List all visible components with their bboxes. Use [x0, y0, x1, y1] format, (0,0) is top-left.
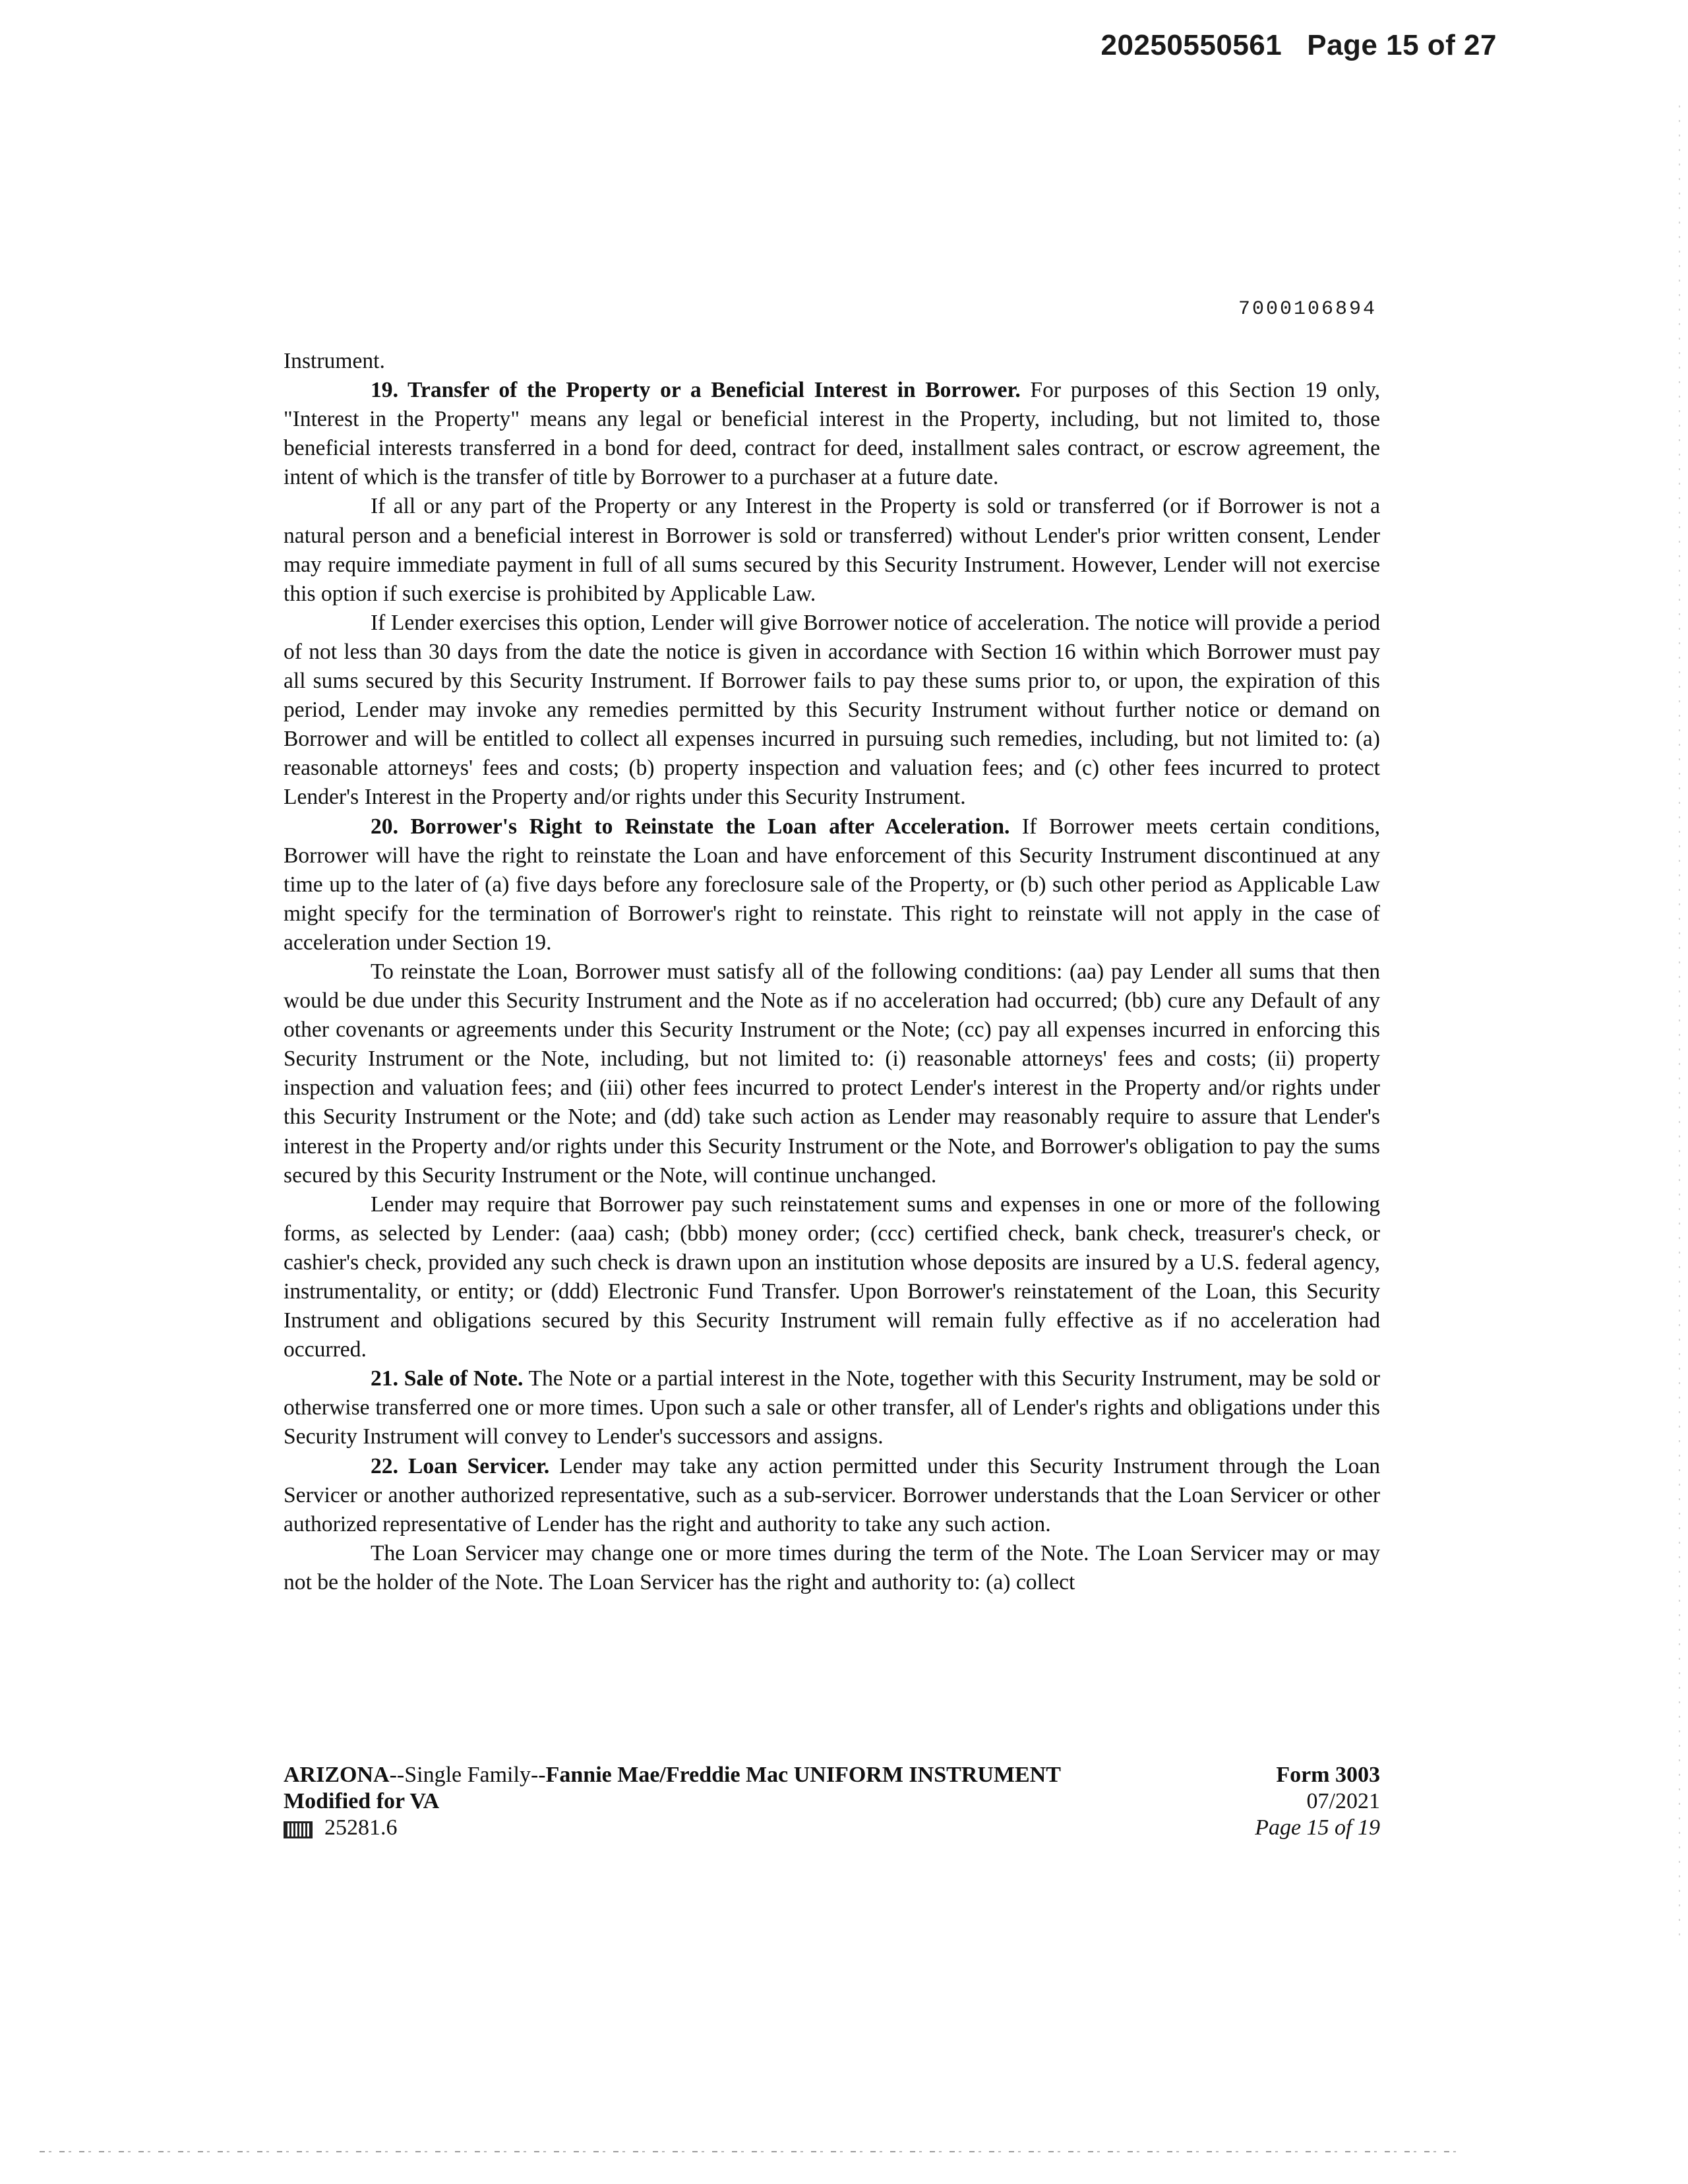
section-19-paragraph-1 [284, 376, 1380, 492]
section-20-paragraph-1 [284, 812, 1380, 957]
ellie-mae-logo-icon [284, 1821, 313, 1838]
section-20-text-1: If Borrower meets certain conditions, Borrower will have the right to reinstate the Loan and have enforcement of this Security Instrument discontinued at any time up to the later of (a) five days before any foreclosure sale of the Property, or (b) such other period as Applicable Law might specify for the termination of Borrower's right to reinstate. This right to reinstate will not apply in the case of acceleration under Section 19. [284, 814, 1380, 955]
form-footer-right [1255, 1762, 1380, 1841]
form-page: Page 15 of 19 [1255, 1815, 1380, 1840]
form-state: ARIZONA [284, 1763, 390, 1787]
document-body [284, 347, 1380, 1597]
form-separator: --Single Family-- [389, 1763, 546, 1787]
form-name: Fannie Mae/Freddie Mac UNIFORM INSTRUMENT [545, 1763, 1061, 1787]
form-modified: Modified for VA [284, 1789, 440, 1813]
continued-text: Instrument. [284, 349, 385, 373]
loan-number: 7000106894 [1238, 298, 1377, 320]
section-22-title: 22. Loan Servicer. [371, 1453, 550, 1478]
recording-number: 20250550561 [1100, 29, 1282, 61]
form-number: Form 3003 [1276, 1763, 1380, 1787]
section-22-text-1: Lender may take any action permitted under this Security Instrument through the Loan Servicer or another authorized representative, such as a sub-servicer. Borrower understands that the Loan Servicer or other authorized representative of Lender has the right and authority to take any such action. [284, 1453, 1380, 1536]
recording-page-label: Page 15 of 27 [1307, 29, 1497, 61]
section-21-title: 21. Sale of Note. [371, 1366, 524, 1391]
section-22-paragraph-1 [284, 1452, 1380, 1539]
section-19-title: 19. Transfer of the Property or a Beneficial Interest in Borrower. [371, 378, 1021, 403]
section-20-paragraph-3: Lender may require that Borrower pay such reinstatement sums and expenses in one or more of the following forms, as selected by Lender: (aaa) cash; (bbb) money order; (ccc) certified check, bank check, treasurer's check, or cashier's check, provided any such check is drawn upon an institution whose deposits are insured by a U.S. federal agency, instrumentality, or entity; or (ddd) Electronic Fund Transfer. Upon Borrower's reinstatement of the Loan, this Security Instrument and obligations secured by this Security Instrument will remain fully effective as if no acceleration had occurred. [284, 1192, 1380, 1362]
section-20-title: 20. Borrower's Right to Reinstate the Loan after Acceleration. [371, 814, 1010, 839]
section-19-paragraph-3: If Lender exercises this option, Lender will give Borrower notice of acceleration. The notice will provide a period of not less than 30 days from the date the notice is given in accordance with Section 16 within which Borrower must pay all sums secured by this Security Instrument. If Borrower fails to pay these sums prior to, or upon, the expiration of this period, Lender may invoke any remedies permitted by this Security Instrument without further notice or demand on Borrower and will be entitled to collect all expenses incurred in pursuing such remedies, including, but not limited to: (a) reasonable attorneys' fees and costs; (b) property inspection and valuation fees; and (c) other fees incurred to protect Lender's Interest in the Property and/or rights under this Security Instrument. [284, 610, 1380, 810]
section-21-text-1: The Note or a partial interest in the Note, together with this Security Instrument, may be sold or otherwise transferred one or more times. Upon such a sale or other transfer, all of Lender's rights and obligations under this Security Instrument will convey to Lender's successors and assigns. [284, 1366, 1380, 1449]
section-19-paragraph-2: If all or any part of the Property or any Interest in the Property is sold or transferred (or if Borrower is not a natural person and a beneficial interest in Borrower is sold or transferred) without Lender's prior written consent, Lender may require immediate payment in full of all sums secured by this Security Instrument. However, Lender will not exercise this option if such exercise is prohibited by Applicable Law. [284, 494, 1380, 606]
scan-edge-artifact [1679, 106, 1680, 1939]
recording-header [1101, 29, 1497, 62]
scan-bottom-artifact [40, 2151, 1464, 2152]
section-19-text-1: For purposes of this Section 19 only, "Interest in the Property" means any legal or beneficial interest in the Property, including, but not limited to, those beneficial interests transferred in a bond for deed, contract for deed, installment sales contract, or escrow agreement, the intent of which is the transfer of title by Borrower to a purchaser at a future date. [284, 378, 1380, 490]
section-21-paragraph-1 [284, 1364, 1380, 1451]
form-title-line [284, 1762, 1207, 1788]
section-22-paragraph-2: The Loan Servicer may change one or more times during the term of the Note. The Loan Servicer may or may not be the holder of the Note. The Loan Servicer has the right and authority to: (a) collect [284, 1540, 1380, 1594]
form-footer-left [284, 1762, 1207, 1841]
form-date: 07/2021 [1306, 1789, 1380, 1813]
form-code: 25281.6 [324, 1815, 398, 1840]
section-20-paragraph-2: To reinstate the Loan, Borrower must satisfy all of the following conditions: (aa) pay Lender all sums that then would be due under this Security Instrument and the Note as if no acceleration had occurred; (bb) cure any Default of any other covenants or agreements under this Security Instrument or the Note; (cc) pay all expenses incurred in enforcing this Security Instrument or the Note, including, but not limited to: (i) reasonable attorneys' fees and costs; (ii) property inspection and valuation fees; and (iii) other fees incurred to protect Lender's interest in the Property and/or rights under this Security Instrument or the Note; and (dd) take such action as Lender may reasonably require to assure that Lender's interest in the Property and/or rights under this Security Instrument or the Note, and Borrower's obligation to pay the sums secured by this Security Instrument or the Note, will continue unchanged. [284, 959, 1380, 1188]
form-code-line [284, 1815, 1207, 1841]
